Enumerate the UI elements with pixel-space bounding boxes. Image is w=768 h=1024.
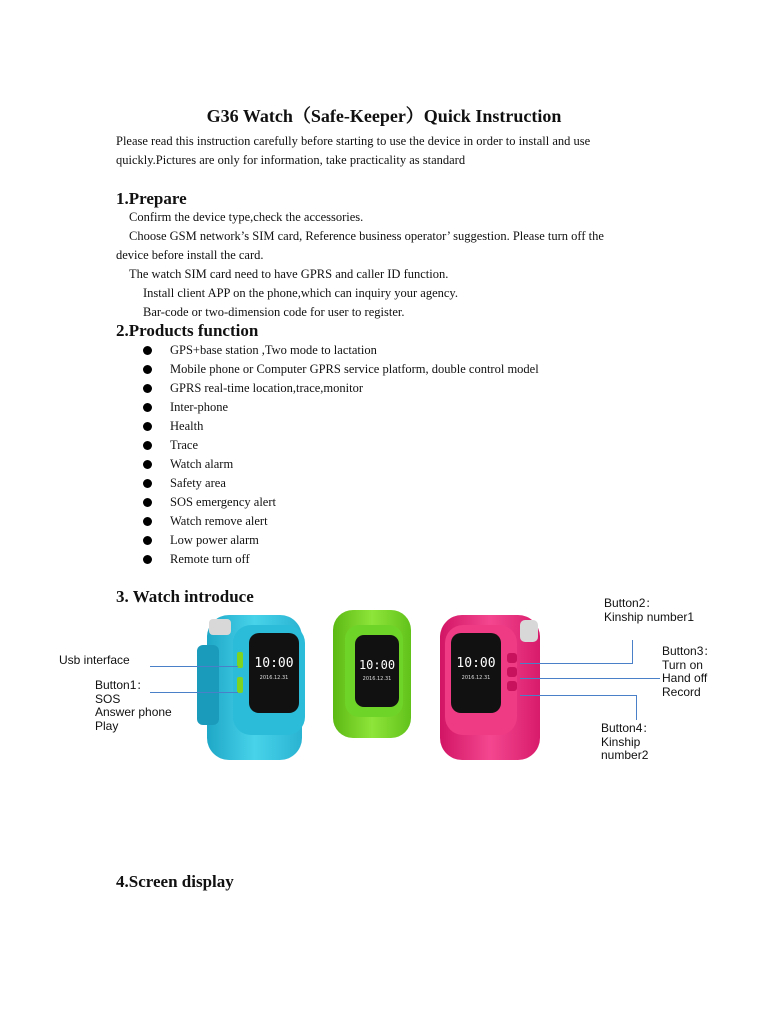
intro-line-1: Please read this instruction carefully before starting to use the device in order to install and use xyxy=(116,134,591,148)
bullet-icon xyxy=(143,517,152,526)
list-item: GPRS real-time location,trace,monitor xyxy=(143,379,539,398)
section-heading-functions: 2.Products function xyxy=(116,321,259,340)
pink-watch xyxy=(440,615,540,760)
prepare-line-6: Bar-code or two-dimension code for user to register. xyxy=(143,305,405,319)
button3-leader-line xyxy=(520,678,660,679)
watch-illustration xyxy=(195,605,550,765)
blue-watch xyxy=(197,615,305,760)
list-item: Low power alarm xyxy=(143,531,539,550)
bullet-icon xyxy=(143,460,152,469)
list-item: Watch alarm xyxy=(143,455,539,474)
button3-label: Button3： Turn on Hand off Record xyxy=(662,644,716,699)
intro-line-2: quickly.Pictures are only for information, take practicality as standard xyxy=(116,153,466,167)
bullet-icon xyxy=(143,346,152,355)
button2-label: Button2： Kinship number1 xyxy=(604,596,695,624)
usb-leader-line xyxy=(150,666,238,667)
bullet-icon xyxy=(143,422,152,431)
section-heading-watch: 3. Watch introduce xyxy=(116,587,254,606)
bullet-icon xyxy=(143,365,152,374)
bullet-icon xyxy=(143,384,152,393)
bullet-icon xyxy=(143,403,152,412)
page-title: G36 Watch（Safe-Keeper）Quick Instruction xyxy=(206,106,562,126)
bullet-icon xyxy=(143,536,152,545)
list-item: Watch remove alert xyxy=(143,512,539,531)
pink-watch-time: 10:00 xyxy=(456,656,496,671)
button1-label: Button1： SOS Answer phone Play xyxy=(95,678,172,733)
green-watch-date: 2016.12.31 xyxy=(362,676,392,682)
list-item: Health xyxy=(143,417,539,436)
bullet-icon xyxy=(143,441,152,450)
prepare-line-3: device before install the card. xyxy=(116,248,264,262)
list-item: GPS+base station ,Two mode to lactation xyxy=(143,341,539,360)
green-watch-time: 10:00 xyxy=(358,658,396,672)
button2-leader-vertical xyxy=(632,640,633,663)
prepare-line-1: Confirm the device type,check the accessories. xyxy=(129,210,364,224)
prepare-line-5: Install client APP on the phone,which can inquiry your agency. xyxy=(143,286,458,300)
usb-interface-label: Usb interface xyxy=(59,653,130,667)
list-item: SOS emergency alert xyxy=(143,493,539,512)
prepare-line-2: Choose GSM network’s SIM card, Reference business operator’ suggestion. Please turn off the xyxy=(129,229,604,243)
pink-watch-date: 2016.12.31 xyxy=(461,675,491,681)
button4-leader-vertical xyxy=(636,695,637,720)
list-item: Trace xyxy=(143,436,539,455)
button4-label: Button4： Kinship number2 xyxy=(601,721,655,762)
button4-leader-line xyxy=(520,695,637,696)
blue-watch-date: 2016.12.31 xyxy=(259,675,289,681)
list-item: Inter-phone xyxy=(143,398,539,417)
list-item: Safety area xyxy=(143,474,539,493)
prepare-line-4: The watch SIM card need to have GPRS and caller ID function. xyxy=(129,267,449,281)
bullet-icon xyxy=(143,479,152,488)
bullet-icon xyxy=(143,555,152,564)
list-item: Mobile phone or Computer GPRS service platform, double control model xyxy=(143,360,539,379)
function-list xyxy=(143,341,539,569)
button2-leader-line xyxy=(520,663,633,664)
section-heading-screen: 4.Screen display xyxy=(116,872,234,891)
blue-watch-time: 10:00 xyxy=(254,656,294,671)
bullet-icon xyxy=(143,498,152,507)
section-heading-prepare: 1.Prepare xyxy=(116,189,187,208)
green-watch xyxy=(333,610,411,738)
list-item: Remote turn off xyxy=(143,550,539,569)
